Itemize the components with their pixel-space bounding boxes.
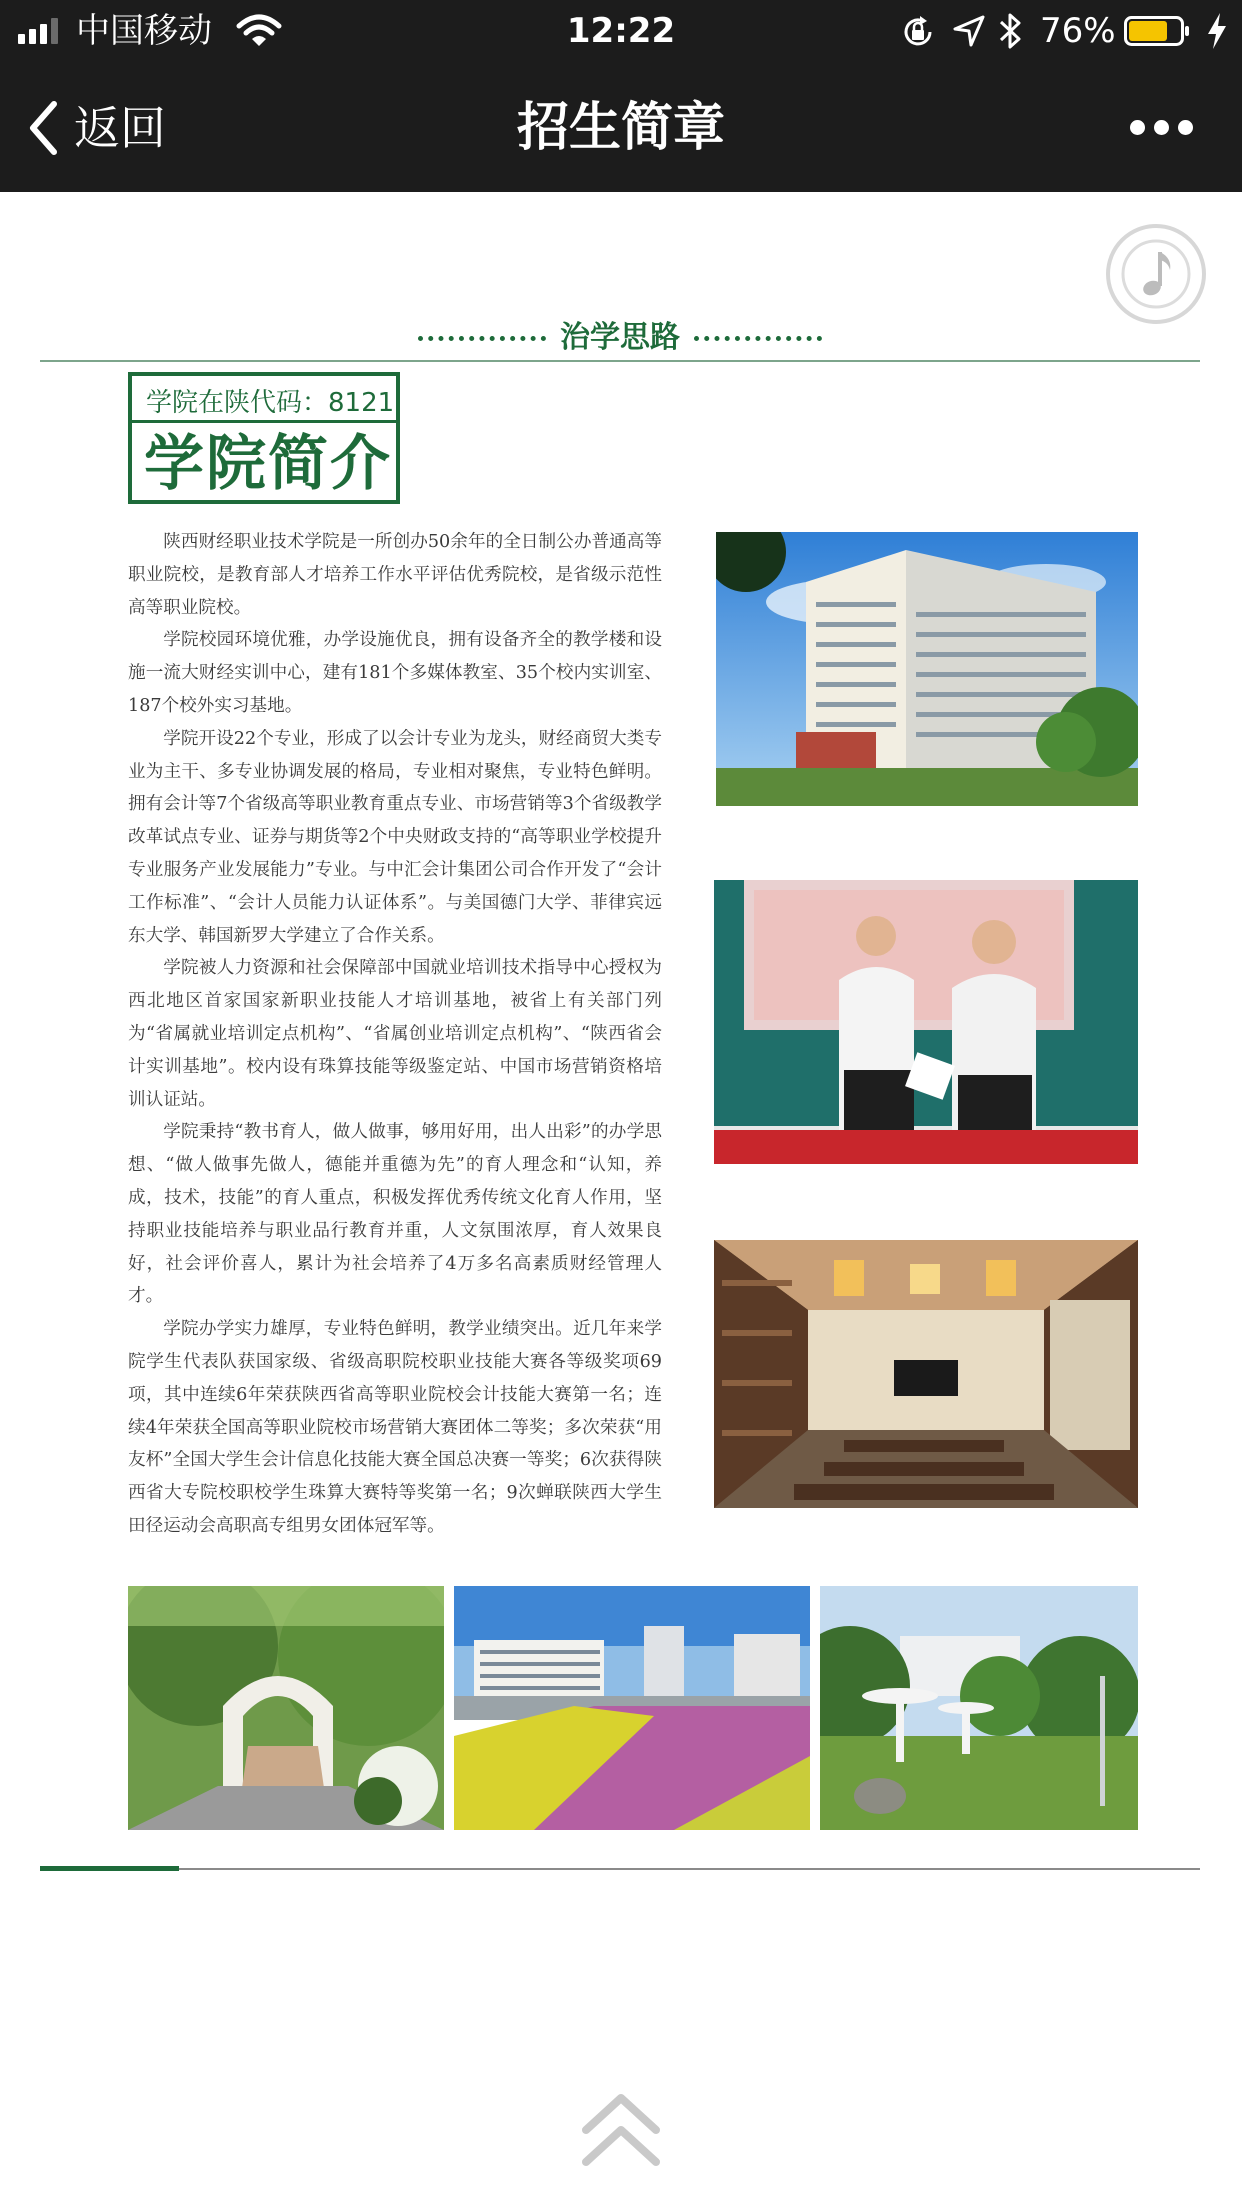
- paragraph: 学院办学实力雄厚，专业特色鲜明，教学业绩突出。近几年来学院学生代表队获国家级、省级高职院校职业技能大赛各等级奖项69项，其中连续6年荣获陕西省高等职业院校会计技能大赛第一名；连续4年荣获全国高等职业院校市场营销大赛团体二等奖；多次荣获“用友杯”全国大学生会计信息化技能大赛全国总决赛一等奖；6次获得陕西省大专院校职校学生珠算大赛特等奖第一名；9次蝉联陕西大学生田径运动会高职高专组男女团体冠军等。: [128, 1319, 662, 1536]
- battery-icon: [1124, 16, 1190, 46]
- code-box-divider: [132, 420, 396, 423]
- section-divider: [40, 360, 1200, 362]
- paragraph: 学院开设22个专业，形成了以会计专业为龙头，财经商贸大类专业为主干、多专业协调发展的格局，专业相对聚焦，专业特色鲜明。拥有会计等7个省级高等职业教育重点专业、市场营销等3个省级教学改革试点专业、证券与期货等2个中央财政支持的“高等职业学校提升专业服务产业发展能力”专业。与中汇会计集团公司合作开发了“会计工作标准”、“会计人员能力认证体系”。与美国德门大学、菲律宾远东大学、韩国新罗大学建立了合作关系。: [128, 728, 662, 946]
- bluetooth-icon: [998, 12, 1022, 50]
- reading-room-photo: [714, 1240, 1138, 1508]
- paragraph: 陕西财经职业技术学院是一所创办50余年的全日制公办普通高等职业院校，是教育部人才培养工作水平评估优秀院校，是省级示范性高等职业院校。: [128, 532, 662, 618]
- section-heading: 学院简介: [144, 429, 392, 499]
- dotted-divider-right: [694, 336, 822, 341]
- more-dots-icon[interactable]: [1130, 112, 1200, 142]
- clock: 12:22: [566, 11, 676, 51]
- garden-path-photo: [128, 1586, 444, 1830]
- paragraph: 学院校园环境优雅，办学设施优良，拥有设备齐全的教学楼和设施一流大财经实训中心，建有181个多媒体教室、35个校内实训室、187个校外实习基地。: [128, 630, 662, 716]
- music-note-icon: [1120, 238, 1192, 310]
- paragraph: 学院被人力资源和社会保障部中国就业培训技术指导中心授权为西北地区首家国家新职业技能人才培训基地，被省上有关部门列为“省属就业培训定点机构”、“省属创业培训定点机构”、“陕西省会计实训基地”。校内设有珠算技能等级鉴定站、中国市场营销资格培训认证站。: [128, 958, 662, 1110]
- status-bar: [0, 0, 1242, 62]
- location-icon: [952, 14, 986, 48]
- flower-field-photo: [454, 1586, 810, 1830]
- campus-building-photo: [716, 532, 1138, 806]
- paragraph: 学院秉持“教书育人，做人做事，够用好用，出人出彩”的办学思想、“做人做事先做人，德能并重德为先”的育人理念和“认知，养成，技术，技能”的育人重点，积极发挥优秀传统文化育人作用，坚持职业技能培养与职业品行教育并重，人文氛围浓厚，育人效果良好，社会评价喜人，累计为社会培养了4万多名高素质财经管理人才。: [128, 1122, 662, 1307]
- page-divider: [40, 1868, 1200, 1870]
- double-chevron-up-icon[interactable]: [578, 2090, 664, 2170]
- college-code-label: 学院在陕代码：8121: [146, 388, 395, 418]
- section-header: [40, 314, 1200, 364]
- back-label: 返回: [74, 101, 166, 155]
- music-toggle-button[interactable]: [1106, 224, 1206, 324]
- orientation-lock-icon: [900, 14, 936, 50]
- page-title: 招生简章: [516, 98, 725, 158]
- dotted-divider-left: [418, 336, 546, 341]
- park-pavilion-photo: [820, 1586, 1138, 1830]
- charging-icon: [1206, 12, 1228, 50]
- nav-bar: [0, 62, 1242, 192]
- college-introduction-text: [128, 526, 662, 1543]
- signing-ceremony-photo: [714, 880, 1138, 1164]
- section-title: 治学思路: [560, 320, 680, 355]
- battery-percentage: 76%: [1040, 11, 1116, 51]
- carrier-name: 中国移动: [76, 11, 212, 51]
- college-code-box: [128, 372, 400, 504]
- page-progress-indicator: [40, 1866, 179, 1871]
